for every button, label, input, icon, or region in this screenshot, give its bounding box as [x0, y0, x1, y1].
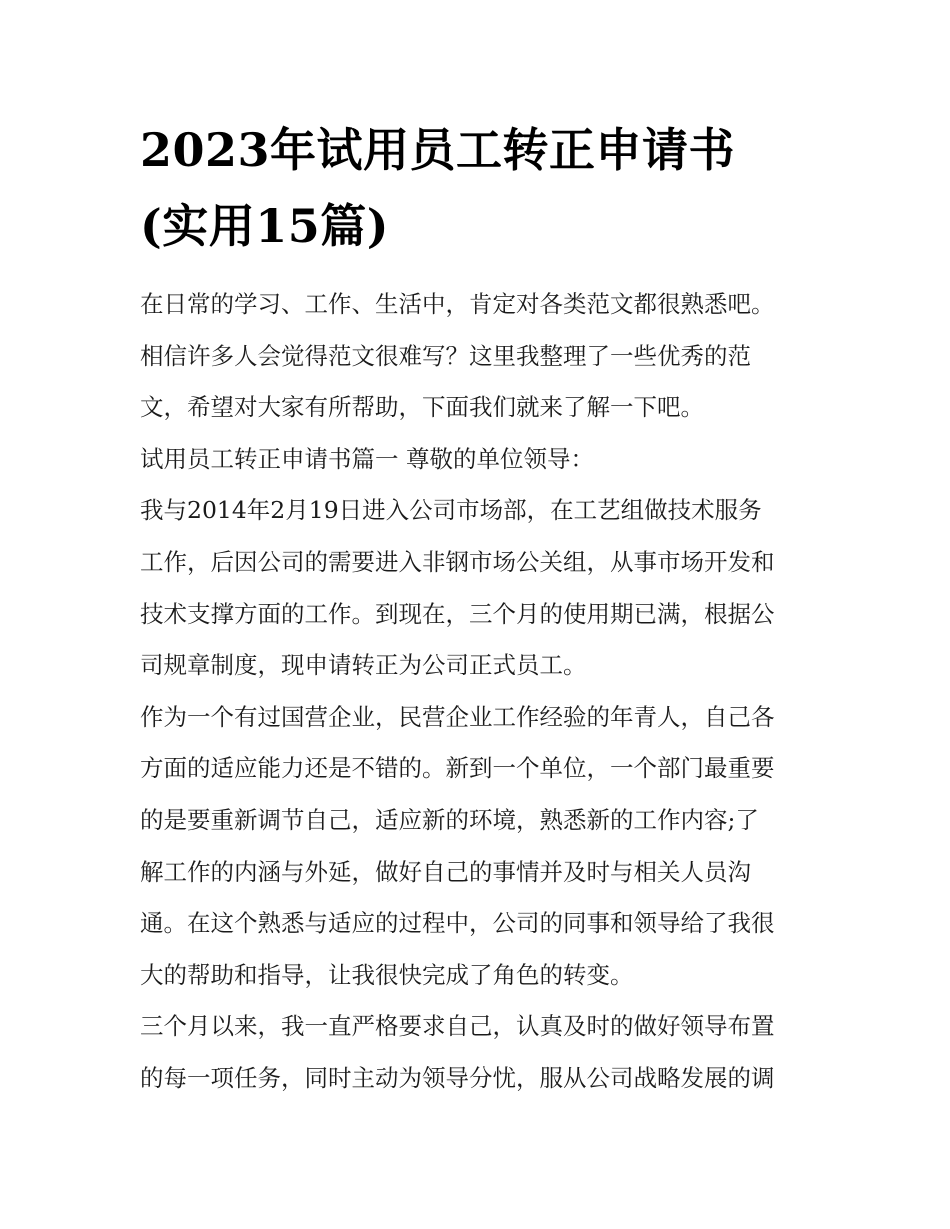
- body-line: 相信许多人会觉得范文很难写？这里我整理了一些优秀的范: [140, 341, 751, 370]
- body-line: 三个月以来，我一直严格要求自己，认真及时的做好领导布置: [140, 1012, 775, 1041]
- title-line: (实用15篇): [140, 199, 390, 253]
- body-line: 我与2014年2月19日进入公司市场部，在工艺组做技术服务: [140, 496, 762, 525]
- body-line: 文，希望对大家有所帮助，下面我们就来了解一下吧。: [140, 393, 704, 422]
- document-title: [140, 112, 830, 264]
- body-line: 方面的适应能力还是不错的。新到一个单位，一个部门最重要: [140, 754, 775, 783]
- body-line: 技术支撑方面的工作。到现在，三个月的使用期已满，根据公: [140, 599, 775, 628]
- body-line: 工作，后因公司的需要进入非钢市场公关组，从事市场开发和: [140, 547, 775, 576]
- body-line: 的每一项任务，同时主动为领导分忧，服从公司战略发展的调: [140, 1063, 775, 1092]
- body-line: 通。在这个熟悉与适应的过程中，公司的同事和领导给了我很: [140, 909, 775, 938]
- title-line: 2023年试用员工转正申请书: [140, 123, 736, 177]
- body-line: 作为一个有过国营企业，民营企业工作经验的年青人，自己各: [140, 702, 775, 731]
- body-line: 在日常的学习、工作、生活中，肯定对各类范文都很熟悉吧。: [140, 290, 775, 318]
- body-line: 的是要重新调节自己，适应新的环境，熟悉新的工作内容;了: [140, 805, 759, 834]
- body-line: 试用员工转正申请书篇一 尊敬的单位领导：: [140, 444, 594, 473]
- document-body: [140, 279, 830, 1105]
- body-line: 司规章制度，现申请转正为公司正式员工。: [140, 651, 587, 680]
- body-line: 大的帮助和指导，让我很快完成了角色的转变。: [140, 960, 634, 989]
- body-line: 解工作的内涵与外延，做好自己的事情并及时与相关人员沟: [140, 857, 751, 886]
